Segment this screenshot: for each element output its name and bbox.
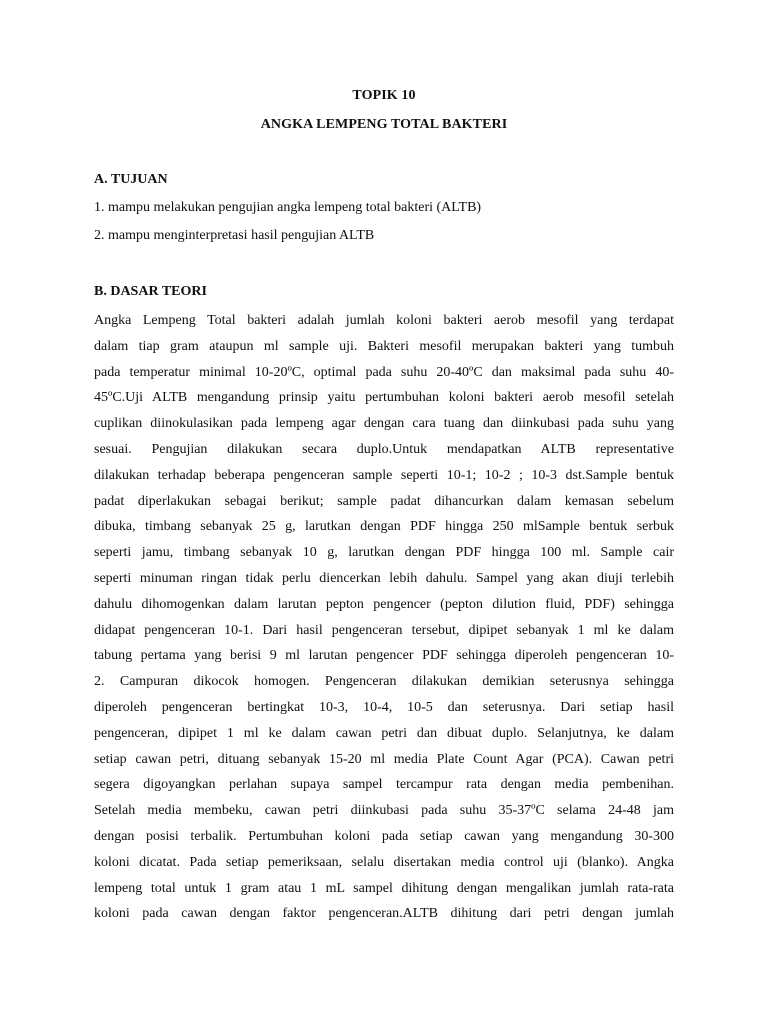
document-title: ANGKA LEMPENG TOTAL BAKTERI: [260, 117, 508, 132]
paragraph-line: sesuai. Pengujian dilakukan secara duplo.Untuk mendapatkan ALTB representative: [94, 441, 674, 457]
paragraph-line: dahulu dihomogenkan dalam larutan pepton pengencer (pepton dilution fluid, PDF) sehingga: [94, 596, 674, 612]
theory-paragraph: [94, 308, 674, 927]
objective-item-2: 2. mampu menginterpretasi hasil pengujian ALTB: [94, 228, 375, 243]
paragraph-line: Angka Lempeng Total bakteri adalah jumlah koloni bakteri aerob mesofil yang terdapat: [94, 313, 674, 328]
paragraph-line: segera digoyangkan perlahan supaya sampel tercampur rata dengan media pembenihan.: [94, 777, 674, 793]
paragraph-line: padat diperlakukan sebagai berikut; sample padat dihancurkan dalam kemasan sebelum: [94, 493, 674, 509]
paragraph-line: 45ºC.Uji ALTB mengandung prinsip yaitu pertumbuhan koloni bakteri aerob mesofil setelah: [94, 390, 674, 406]
paragraph-line: setiap cawan petri, dituang sebanyak 15-20 ml media Plate Count Agar (PCA). Cawan petri: [94, 751, 674, 767]
paragraph-line: diperoleh pengenceran bertingkat 10-3, 10-4, 10-5 dan seterusnya. Dari setiap hasil: [94, 699, 674, 715]
objective-item-1: 1. mampu melakukan pengujian angka lempeng total bakteri (ALTB): [94, 200, 482, 215]
paragraph-line: koloni pada cawan dengan faktor pengenceran.ALTB dihitung dari petri dengan jumlah: [94, 906, 674, 922]
paragraph-line: dalam tiap gram ataupun ml sample uji. Bakteri mesofil merupakan bakteri yang tumbuh: [94, 338, 674, 354]
paragraph-line: didapat pengenceran 10-1. Dari hasil pengenceran tersebut, dipipet sebanyak 1 ml ke dalam: [94, 622, 674, 638]
section-b-heading: B. DASAR TEORI: [94, 284, 207, 299]
paragraph-line: pada temperatur minimal 10-20ºC, optimal pada suhu 20-40ºC dan maksimal pada suhu 40-: [94, 364, 674, 380]
paragraph-line: 2. Campuran dikocok homogen. Pengenceran dilakukan demikian seterusnya sehingga: [94, 674, 674, 690]
paragraph-line: lempeng total untuk 1 gram atau 1 mL sampel dihitung dengan mengalikan jumlah rata-rata: [94, 880, 674, 896]
document-title-topic: TOPIK 10: [352, 88, 416, 103]
paragraph-line: seperti minuman ringan tidak perlu diencerkan lebih dahulu. Sampel yang akan diuji terlebih: [94, 570, 674, 586]
paragraph-line: seperti jamu, timbang sebanyak 10 g, larutkan dengan PDF hingga 100 ml. Sample cair: [94, 545, 674, 561]
paragraph-line: koloni dicatat. Pada setiap pemeriksaan, selalu disertakan media control uji (blanko). Angka: [94, 854, 674, 870]
paragraph-line: dengan posisi terbalik. Pertumbuhan koloni pada setiap cawan yang mengandung 30-300: [94, 828, 674, 844]
paragraph-line: tabung pertama yang berisi 9 ml larutan pengencer PDF sehingga diperoleh pengenceran 10-: [94, 648, 674, 664]
paragraph-line: Setelah media membeku, cawan petri diinkubasi pada suhu 35-37ºC selama 24-48 jam: [94, 803, 674, 819]
section-a-heading: A. TUJUAN: [94, 172, 168, 187]
paragraph-line: cuplikan diinokulasikan pada lempeng agar dengan cara tuang dan diinkubasi pada suhu yang: [94, 416, 674, 432]
paragraph-line: dibuka, timbang sebanyak 25 g, larutkan dengan PDF hingga 250 mlSample bentuk serbuk: [94, 519, 674, 535]
paragraph-line: dilakukan terhadap beberapa pengenceran sample seperti 10-1; 10-2 ; 10-3 dst.Sample bentuk: [94, 467, 674, 483]
paragraph-line: pengenceran, dipipet 1 ml ke dalam cawan petri dan dibuat duplo. Selanjutnya, ke dalam: [94, 725, 674, 741]
